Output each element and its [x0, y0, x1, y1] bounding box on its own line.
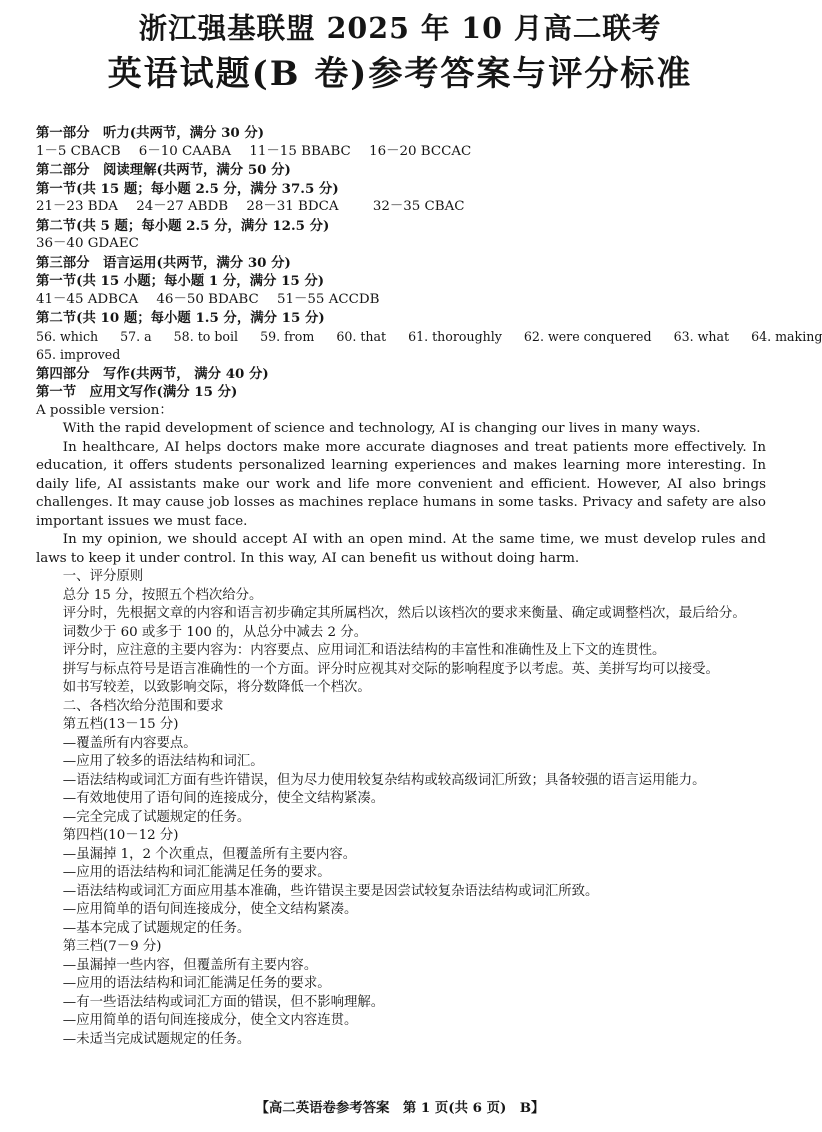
part3-section2-answers-row2 [36, 346, 766, 365]
sample-paragraph: In my opinion, we should accept AI with an open mind. At the same time, we must develop rules and laws to keep it under control. In this way, AI can benefit us without doing harm. [36, 532, 766, 566]
fill-answer: 65. improved [36, 347, 121, 362]
part2-section2-answers [36, 235, 766, 254]
principle-item: 如书写较差，以致影响交际，将分数降低一个档次。 [62, 680, 371, 695]
fill-answer: 58. to boil [173, 328, 239, 344]
level-item: —应用的语法结构和词汇能满足任务的要求。 [62, 865, 331, 880]
answer-group: 51－55 ACCDB [276, 291, 380, 307]
fill-answer: 61. thoroughly [408, 328, 502, 344]
level-item: —基本完成了试题规定的任务。 [62, 920, 251, 936]
answer-group: 32－35 CBAC [372, 199, 465, 214]
part2-section1-heading: 第一节(共 15 题；每小题 2.5 分，满分 37.5 分) [36, 180, 339, 197]
exam-title: 浙江强基联盟 2025 年 10 月高二联考 [138, 11, 662, 45]
principle-item: 评分时，应注意的主要内容为：内容要点、应用词汇和语法结构的丰富性和准确性及上下文的连贯性。 [62, 643, 666, 658]
fill-answer: 57. a [120, 328, 152, 344]
document-title: 英语试题(B 卷)参考答案与评分标准 [107, 54, 693, 94]
answer-group: 16－20 BCCAC [369, 143, 472, 159]
fill-answer: 59. from [260, 328, 315, 344]
part2-heading: 第二部分 阅读理解(共两节，满分 50 分) [36, 162, 291, 178]
level-item: —语法结构或词汇方面有些许错误，但为尽力使用较复杂结构或较高级词汇所致；具备较强的语言运用能力。 [62, 772, 706, 788]
part4-section1-heading: 第一节 应用文写作(满分 15 分) [36, 384, 238, 400]
level-item: —应用的语法结构和词汇能满足任务的要求。 [62, 976, 331, 991]
level4-heading: 第四档(10－12 分) [62, 828, 179, 843]
answer-group: 36－40 GDAEC [36, 236, 139, 251]
answer-group: 6－10 CAABA [138, 143, 232, 159]
level-item: —应用简单的语句间连接成分，使全文内容连贯。 [62, 1013, 358, 1028]
sample-paragraph: In healthcare, AI helps doctors make more accurate diagnoses and treat patients more effectively. In education, it offers students personalized learning experiences and makes learning more interesting. In daily life, AI assistants make our work and life more convenient and efficient. However, AI also brings challenges. It may cause job losses as machines replace humans in some tasks. Privacy and safety are also important issues we must face. [36, 439, 766, 529]
fill-answer: 56. which [36, 328, 99, 344]
principle-item: 词数少于 60 或多于 100 的，从总分中减去 2 分。 [62, 624, 368, 640]
answer-group: 41－45 ADBCA [36, 291, 139, 307]
answer-group: 24－27 ABDB [136, 199, 229, 214]
part3-section2-answers-row1 [36, 328, 822, 347]
part1-answers [36, 143, 766, 162]
answer-group: 46－50 BDABC [156, 291, 259, 307]
fill-answer: 62. were conquered [523, 328, 652, 344]
part2-section2-heading: 第二节(共 5 题；每小题 2.5 分，满分 12.5 分) [36, 217, 330, 234]
part2-section1-answers [36, 198, 766, 217]
level-item: —虽漏掉一些内容，但覆盖所有主要内容。 [62, 957, 318, 973]
answer-group: 28－31 BDCA [246, 199, 339, 214]
level-item: —完全完成了试题规定的任务。 [62, 809, 251, 825]
part1-heading: 第一部分 听力(共两节，满分 30 分) [36, 125, 265, 141]
answer-group: 21－23 BDA [36, 199, 118, 214]
levels-heading: 二、各档次给分范围和要求 [62, 698, 224, 714]
part3-heading: 第三部分 语言运用(共两节，满分 30 分) [36, 254, 291, 271]
sample-paragraph: With the rapid development of science and technology, AI is changing our lives in many ways. [62, 421, 701, 436]
answer-group: 11－15 BBABC [249, 143, 351, 159]
principles-heading: 一、评分原则 [62, 569, 144, 584]
level5-heading: 第五档(13－15 分) [62, 717, 179, 732]
part3-section2-heading: 第二节(共 10 题；每小题 1.5 分，满分 15 分) [36, 310, 325, 326]
page-footer: 【高二英语卷参考答案 第 1 页(共 6 页) B】 [255, 1100, 545, 1116]
document-body [36, 124, 822, 1049]
part3-section1-heading: 第一节(共 15 小题；每小题 1 分，满分 15 分) [36, 273, 325, 289]
fill-answer: 60. that [336, 328, 387, 344]
level-item: —覆盖所有内容要点。 [62, 735, 197, 751]
part3-section1-answers [36, 291, 766, 310]
level-item: —未适当完成试题规定的任务。 [62, 1031, 251, 1047]
level-item: —有一些语法结构或词汇方面的错误，但不影响理解。 [62, 994, 385, 1010]
answer-group: 1－5 CBACB [36, 143, 121, 159]
part4-heading: 第四部分 写作(共两节， 满分 40 分) [36, 365, 269, 382]
principle-item: 总分 15 分，按照五个档次给分。 [62, 587, 263, 603]
fill-answer: 64. making [751, 328, 822, 344]
level3-heading: 第三档(7－9 分) [62, 939, 162, 954]
level-item: —应用了较多的语法结构和词汇。 [62, 754, 264, 769]
level-item: —虽漏掉 1，2 个次重点，但覆盖所有主要内容。 [62, 846, 357, 862]
principle-item: 评分时，先根据文章的内容和语言初步确定其所属档次，然后以该档次的要求来衡量、确定或调整档次，最后给分。 [62, 606, 746, 621]
level-item: —有效地使用了语句间的连接成分，使全文结构紧凑。 [62, 791, 385, 806]
level-item: —应用简单的语句间连接成分，使全文结构紧凑。 [62, 902, 358, 917]
sample-label: A possible version： [36, 402, 173, 418]
principle-item: 拼写与标点符号是语言准确性的一个方面。评分时应视其对交际的影响程度予以考虑。英、美拼写均可以接受。 [62, 661, 719, 677]
level-item: —语法结构或词汇方面应用基本准确，些许错误主要是因尝试较复杂语法结构或词汇所致。 [62, 883, 599, 899]
fill-answer: 63. what [673, 328, 730, 344]
